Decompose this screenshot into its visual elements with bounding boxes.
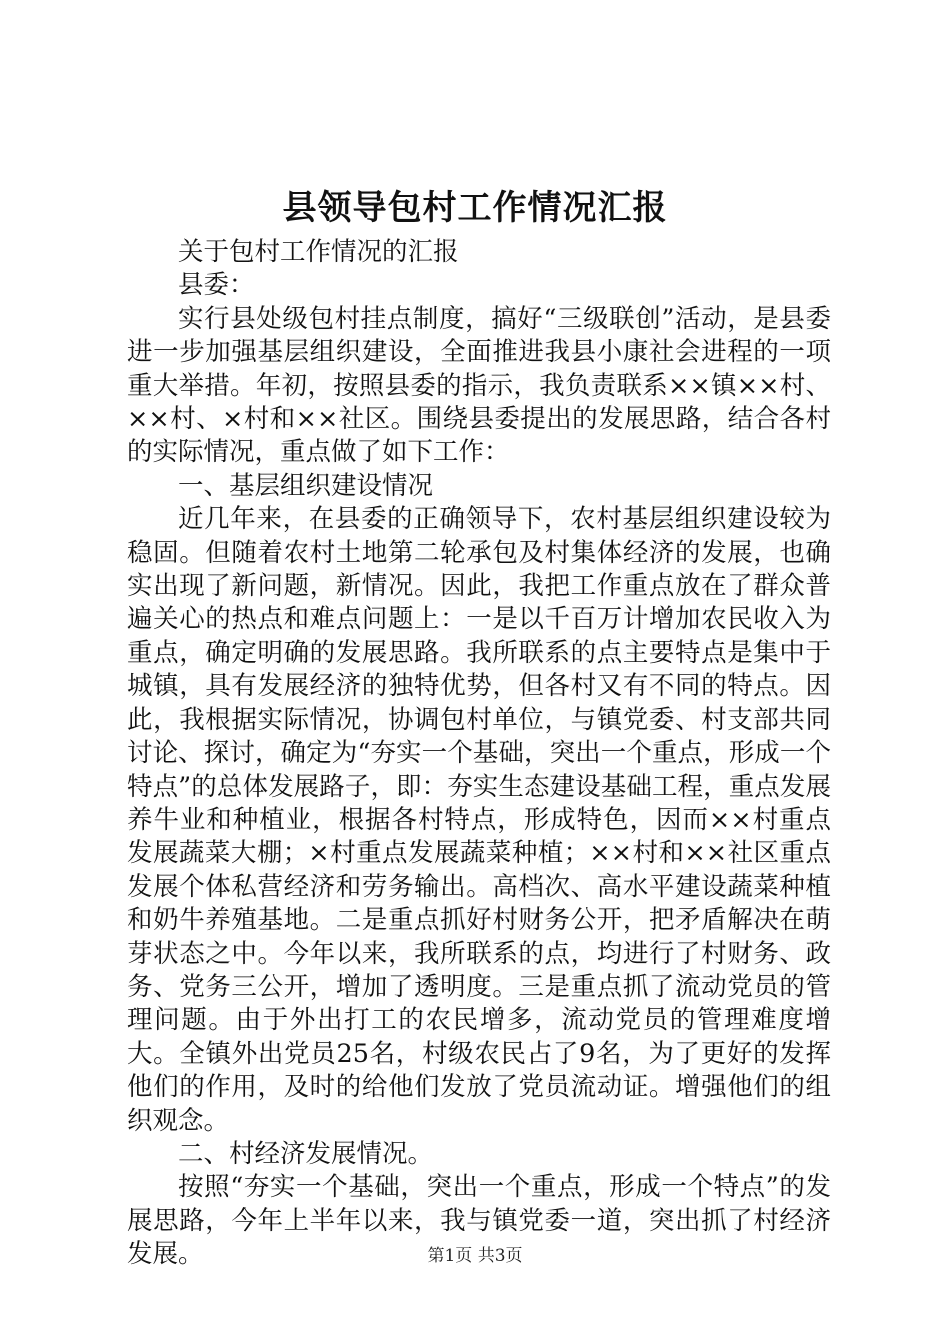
section-1-paragraph: 近几年来，在县委的正确领导下，农村基层组织建设较为稳固。但随着农村土地第二轮承包及村集体经济的发展，也确实出现了新问题，新情况。因此，我把工作重点放在了群众普遍关心的热点和难点问题上：一是以千百万计增加农民收入为重点，确定明确的发展思路。我所联系的点主要特点是集中于城镇，具有发展经济的独特优势，但各村又有不同的特点。因此，我根据实际情况，协调包村单位，与镇党委、村支部共同讨论、探讨，确定为“夯实一个基础，突出一个重点，形成一个特点”的总体发展路子，即：夯实生态建设基础工程，重点发展养牛业和种植业，根据各村特点，形成特色，因而××村重点发展蔬菜大棚；×村重点发展蔬菜种植；××村和××社区重点发展个体私营经济和劳务输出。高档次、高水平建设蔬菜种植和奶牛养殖基地。二是重点抓好村财务公开，把矛盾解决在萌芽状态之中。今年以来，我所联系的点，均进行了村财务、政务、党务三公开，增加了透明度。三是重点抓了流动党员的管理问题。由于外出打工的农民增多，流动党员的管理难度增大。全镇外出党员25名，村级农民占了9名，为了更好的发挥他们的作用，及时的给他们发放了党员流动证。增强他们的组织观念。 (127, 504, 831, 1136)
section-heading-2: 二、村经济发展情况。 (178, 1138, 434, 1169)
salutation: 县委： (178, 270, 255, 301)
document-title: 县领导包村工作情况汇报 (282, 188, 668, 228)
page-number-footer: 第1页 共3页 (427, 1246, 523, 1266)
document-body (127, 236, 831, 1272)
section-heading-1: 一、基层组织建设情况 (178, 470, 434, 501)
section-2-paragraph: 按照“夯实一个基础，突出一个重点，形成一个特点”的发展思路，今年上半年以来，我与镇党委一道，突出抓了村经济发展。 (127, 1172, 831, 1270)
report-subtitle: 关于包村工作情况的汇报 (178, 237, 459, 267)
intro-paragraph: 实行县处级包村挂点制度，搞好“三级联创”活动，是县委进一步加强基层组织建设，全面推进我县小康社会进程的一项重大举措。年初，按照县委的指示，我负责联系××镇××村、××村、×村和××社区。围绕县委提出的发展思路，结合各村的实际情况，重点做了如下工作： (127, 303, 831, 468)
